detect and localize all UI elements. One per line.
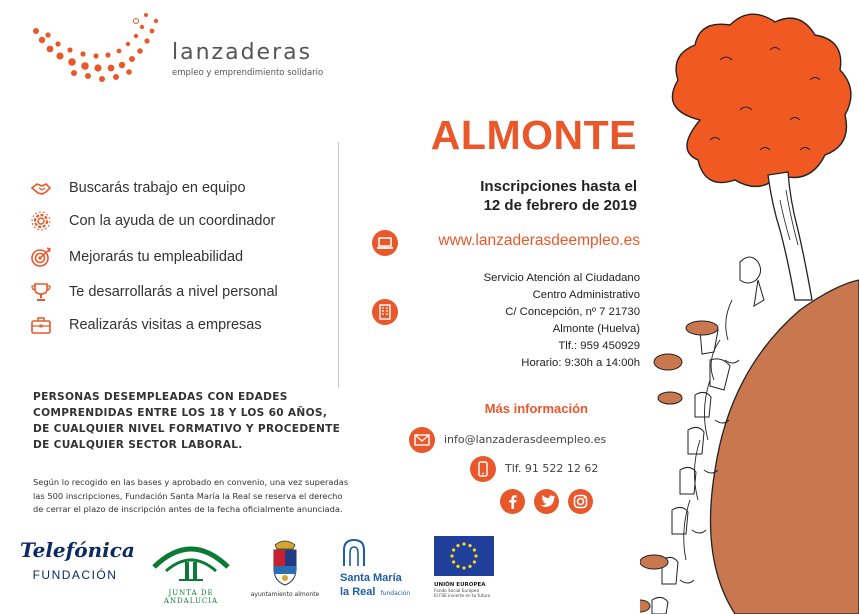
target-line: DE CUALQUIER NIVEL FORMATIVO Y PROCEDENTE bbox=[33, 423, 341, 435]
telefonica-name: Telefónica bbox=[20, 538, 135, 562]
tree-canopy bbox=[672, 14, 851, 186]
website-link[interactable]: www.lanzaderasdeempleo.es bbox=[438, 232, 640, 249]
benefit-label: Te desarrollarás a nivel personal bbox=[69, 284, 278, 300]
brand-tagline: empleo y emprendimiento solidario bbox=[172, 68, 324, 78]
smr-line2: la Real bbox=[340, 586, 376, 598]
office-line: Almonte (Huelva) bbox=[552, 323, 640, 335]
hill bbox=[711, 280, 859, 614]
smr-line1: Santa María bbox=[340, 572, 402, 584]
eu-flag bbox=[434, 536, 494, 576]
eu-title: UNIÓN EUROPEA bbox=[434, 582, 486, 588]
benefit-item bbox=[30, 208, 275, 234]
target-line: COMPRENDIDAS ENTRE LOS 18 Y LOS 60 AÑOS, bbox=[33, 407, 328, 419]
target-icon bbox=[30, 246, 52, 268]
benefit-label: Con la ayuda de un coordinador bbox=[69, 213, 276, 229]
legal-line: Según lo recogido en las bases y aprobado en convenio, una vez superadas bbox=[33, 477, 349, 487]
office-info bbox=[380, 270, 640, 372]
office-line: Centro Administrativo bbox=[532, 289, 640, 301]
smr-line2-row bbox=[340, 584, 420, 600]
deadline-line: 12 de febrero de 2019 bbox=[483, 197, 637, 214]
handshake-icon bbox=[30, 177, 52, 199]
eu-sub1: Fondo Social Europeo bbox=[434, 588, 480, 593]
office-line: Horario: 9:30h a 14:00h bbox=[521, 357, 640, 369]
benefit-label: Buscarás trabajo en equipo bbox=[69, 180, 246, 196]
target-line: PERSONAS DESEMPLEADAS CON EDADES bbox=[33, 391, 288, 403]
phone-icon bbox=[470, 456, 496, 482]
mail-icon bbox=[409, 427, 435, 453]
legal-line: de cerrar el plazo de inscripción antes de la fecha oficialmente anunciada. bbox=[33, 504, 343, 514]
deadline-line: Inscripciones hasta el bbox=[480, 178, 637, 195]
santa-maria-la-real-logo bbox=[340, 536, 420, 600]
benefit-item bbox=[30, 279, 278, 305]
benefit-item bbox=[30, 175, 246, 201]
lanzaderas-logo-dots bbox=[28, 10, 168, 90]
telefonica-sub: FUNDACIÓN bbox=[32, 568, 118, 582]
junta-name: JUNTA DE ANDALUCIA bbox=[163, 589, 219, 605]
more-info-title: Más información bbox=[484, 401, 588, 416]
smr-sub: fundación bbox=[380, 590, 411, 597]
column-divider bbox=[338, 142, 339, 388]
ayuntamiento-name: ayuntamiento almonte bbox=[250, 591, 320, 598]
target-audience bbox=[33, 389, 363, 453]
registration-deadline bbox=[377, 177, 637, 215]
junta-andalucia-logo bbox=[146, 537, 236, 605]
target-line: DE CUALQUIER SECTOR LABORAL. bbox=[33, 439, 243, 451]
eu-sub2: El FSE invierte en tu futuro bbox=[434, 593, 491, 598]
legal-line: las 500 inscripciones, Fundación Santa María la Real se reserva el derecho bbox=[33, 490, 343, 501]
benefit-item bbox=[30, 312, 262, 338]
facebook-icon[interactable] bbox=[500, 489, 525, 514]
laptop-icon bbox=[372, 230, 398, 256]
ayuntamiento-almonte-logo bbox=[250, 537, 320, 598]
office-line: Servicio Atención al Ciudadano bbox=[483, 272, 640, 284]
twitter-icon[interactable] bbox=[534, 489, 559, 514]
trophy-icon bbox=[30, 281, 52, 303]
almonte-coat-of-arms bbox=[250, 537, 320, 587]
smr-emblem bbox=[340, 536, 380, 568]
benefit-label: Realizarás visitas a empresas bbox=[69, 317, 262, 333]
tree-trunk bbox=[768, 172, 812, 300]
contact-phone[interactable]: Tlf. 91 522 12 62 bbox=[505, 462, 599, 475]
contact-email[interactable]: info@lanzaderasdeempleo.es bbox=[444, 433, 607, 446]
briefcase-icon bbox=[30, 314, 52, 336]
benefit-item bbox=[30, 244, 243, 270]
office-line: C/ Concepción, nº 7 21730 bbox=[505, 306, 640, 318]
benefit-label: Mejorarás tu empleabilidad bbox=[69, 249, 244, 265]
junta-emblem bbox=[146, 537, 236, 583]
telefonica-logo bbox=[20, 538, 135, 582]
gear-people-icon bbox=[30, 210, 52, 232]
union-europea-logo bbox=[434, 536, 496, 598]
city-title: ALMONTE bbox=[430, 112, 637, 158]
brand-name: lanzaderas bbox=[172, 40, 313, 65]
office-line: Tlf.: 959 450929 bbox=[558, 340, 640, 352]
illustration-tree-hill bbox=[640, 0, 859, 614]
legal-note bbox=[33, 476, 383, 517]
instagram-icon[interactable] bbox=[568, 489, 593, 514]
